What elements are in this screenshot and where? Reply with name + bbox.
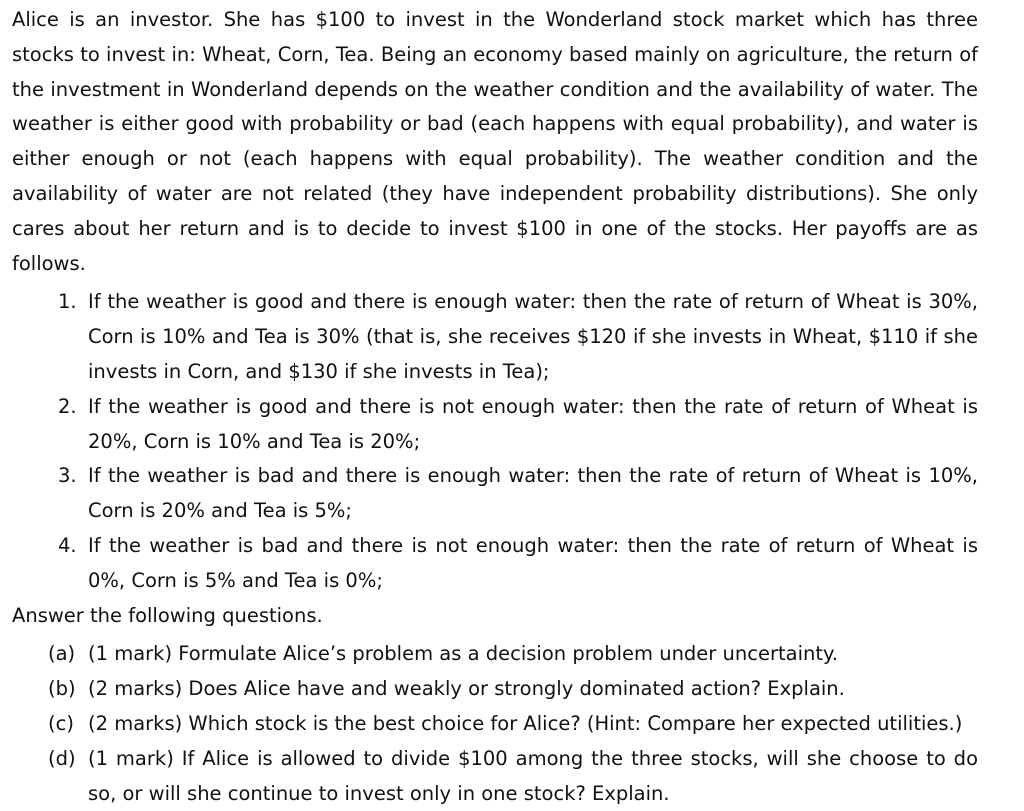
case-number: 4.	[58, 533, 77, 557]
case-text: If the weather is good and there is enough water: then the rate of return of Wheat is 30%, Corn is 10% and Tea is 30% (that is, she receives $120 if she invests in Wheat, $110 if she invests in Corn, and $130 if she invests in Tea);	[88, 290, 978, 383]
question-text: (2 marks) Does Alice have and weakly or strongly dominated action? Explain.	[88, 677, 845, 701]
payoff-case-item	[12, 529, 978, 599]
question-label: (c)	[48, 711, 74, 735]
question-item	[12, 637, 978, 672]
payoff-case-list	[12, 285, 978, 598]
question-text: (1 mark) Formulate Alice’s problem as a decision problem under uncertainty.	[88, 642, 838, 666]
case-number: 3.	[58, 464, 77, 488]
case-text: If the weather is bad and there is not enough water: then the rate of return of Wheat is 0%, Corn is 5% and Tea is 0%;	[88, 533, 978, 592]
intro-paragraph: Alice is an investor. She has $100 to invest in the Wonderland stock market which has three stocks to invest in: Wheat, Corn, Tea. Being an economy based mainly on agriculture, the return of the investment in Wonderland depends on the weather condition and the availability of water. The weather is either good with probability or bad (each happens with equal probability), and water is either enough or not (each happens with equal probability). The weather condition and the availability of water are not related (they have independent probability distributions). She only cares about her return and is to decide to invest $100 in one of the stocks. Her payoffs are as follows.	[12, 8, 978, 275]
payoff-case-item	[12, 459, 978, 529]
question-label: (d)	[48, 746, 76, 770]
case-text: If the weather is good and there is not enough water: then the rate of return of Wheat is 20%, Corn is 10% and Tea is 20%;	[88, 394, 978, 453]
payoff-case-item	[12, 285, 978, 389]
question-label: (a)	[48, 642, 76, 666]
case-number: 2.	[58, 394, 77, 418]
question-label: (b)	[48, 677, 76, 701]
question-item	[12, 672, 978, 707]
payoff-case-item	[12, 390, 978, 460]
case-text: If the weather is bad and there is enough water: then the rate of return of Wheat is 10%, Corn is 20% and Tea is 5%;	[88, 464, 978, 523]
case-number: 1.	[58, 290, 77, 314]
question-item	[12, 707, 978, 742]
question-item	[12, 742, 978, 811]
answer-lead-text: Answer the following questions.	[12, 603, 323, 627]
question-text: (1 mark) If Alice is allowed to divide $100 among the three stocks, will she choose to do so, or will she continue to invest only in one stock? Explain.	[88, 746, 978, 805]
question-list	[12, 637, 978, 811]
question-text: (2 marks) Which stock is the best choice for Alice? (Hint: Compare her expected utilities.)	[88, 711, 963, 735]
